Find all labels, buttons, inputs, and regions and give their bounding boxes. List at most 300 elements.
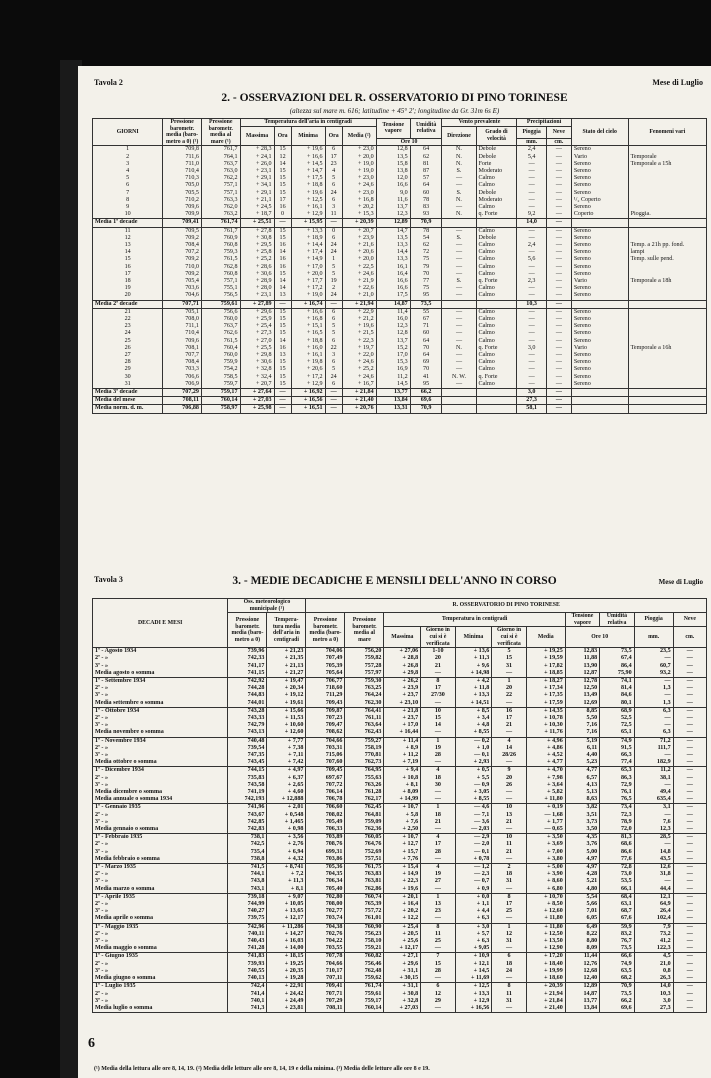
cell3-pi: 23,5 — 60,7 93,2: [634, 648, 673, 678]
col-ora1: Ora: [274, 126, 291, 146]
cell-media: + 20,7 + 23,9 + 21,6 + 20,6 + 20,0 + 22,5 + 24,6 + 21,9 + 22,6 + 21,0: [342, 227, 376, 300]
table3-label-left: Tavola 3: [94, 575, 123, 584]
col3-press-baro2: Pressione barometr. media (baro-metro a 0): [306, 613, 345, 648]
cell-days: 11 12 13 14 15 16 17 18 19 20: [93, 227, 163, 300]
cell3-labels: 1ª - Dicembre 1934 2ª - » 3ª - » Media dicembre o somma Media annuale o somma 1934: [93, 767, 228, 804]
mean-min: + 16,92: [291, 389, 325, 397]
cell3-md: + 19,25 + 19,59 + 17,82 + 18,85: [526, 648, 565, 678]
col-pioggia: Pioggia: [517, 126, 547, 138]
cell3-a: 743,28 743,33 742,79 743,13: [228, 707, 267, 737]
mean-min: + 16,74: [291, 300, 325, 308]
cell3-mx: + 21,8 + 23,7 + 17,0 + 16,44: [384, 707, 421, 737]
mean-grado: [476, 405, 517, 413]
cell-pioggia: — — 2,4 — 5,6 — — 2,3 — —: [517, 227, 547, 300]
cell-min: + 13,3 + 18,9 + 14,4 + 17,4 + 14,9 + 17,0 + 20,0 + 17,7 + 17,2 + 19,0: [291, 227, 325, 300]
mean-label: Media 1ª decade: [93, 219, 163, 227]
cell3-b: + 11,286 + 14,27 + 16,03 + 14,00: [267, 923, 306, 953]
mean-pb: 709,41: [163, 219, 202, 227]
cell3-mn: + 8,5 + 3,4 + 4,8 + 8,55: [455, 707, 492, 737]
cell-ora1: 15 12 14 15 15 15 15 17 16 0: [274, 146, 291, 219]
cell3-gx: 8 11 25 —: [421, 923, 455, 953]
cell-dir: N. N. N. S. — — S. N. — N.: [442, 146, 476, 219]
mean-stato: [571, 389, 628, 397]
col3-press-mare: Pressione barometr. media al mare: [345, 613, 384, 648]
col-stato: Stato del cielo: [571, 119, 628, 146]
cell-stato: Sereno Sereno Sereno Sereno Sereno Sereno Sereno Vario Sereno Sereno: [571, 227, 628, 300]
col-tensione: Tensione vapore: [376, 119, 410, 139]
cell3-ne: — — — —: [673, 737, 706, 767]
col3-umidita: Umidità relativa: [600, 613, 634, 627]
cell3-b: + 22,91 + 24,42 + 24,49 + 23,81: [267, 983, 306, 1013]
mean-umid: 70,9: [410, 405, 442, 413]
cell3-um: 65,3 86,3 72,9 76,1 76,5: [600, 767, 634, 804]
cell3-gx: 4 17 28 —: [421, 834, 455, 864]
cell3-ne: — — — — —: [673, 767, 706, 804]
cell-stato: Sereno Sereno Sereno Sereno Sereno Vario Sereno Sereno Sereno Sereno Sereno: [571, 308, 628, 388]
cell3-te: 4,97 4,28 5,21 4,80: [565, 864, 599, 894]
cell3-mx: + 20,1 + 16,4 + 20,2 + 12,2: [384, 893, 421, 923]
mean-ora2: —: [325, 389, 342, 397]
col-fenomeni: Fenomeni vari: [628, 119, 706, 146]
mean-pb: 708,11: [163, 397, 202, 405]
mean-ora2: —: [325, 219, 342, 227]
decade-mean-row: [93, 389, 707, 397]
mean-fen: [628, 300, 706, 308]
cell3-mx: + 27,06 + 28,8 + 26,8 + 29,8: [384, 648, 421, 678]
cell3-md: + 14,35 + 10,78 + 10,30 + 11,76: [526, 707, 565, 737]
decade-block-row: [93, 146, 707, 219]
cell-pm: 756,6 760,0 763,7 762,6 761,5 760,4 760,0 759,9 754,2 758,5 759,7: [201, 308, 240, 388]
month-group-row: [93, 953, 707, 983]
mean-fen: [628, 389, 706, 397]
cell3-pi: 4,5 21,0 0,8 26,3: [634, 953, 673, 983]
mean-pioggia: 3,0: [517, 389, 547, 397]
cell-min: + 16,6 + 16,8 + 15,1 + 16,5 + 18,8 + 16,0 + 16,1 + 19,8 + 20,6 + 17,2 + 12,9: [291, 308, 325, 388]
cell-grado: Debole Debole Forte Moderato Calmo Calmo Debole Moderato Calmo q. Forte: [476, 146, 517, 219]
cell3-ne: — — — —: [673, 864, 706, 894]
cell3-mn: + 13,6 + 11,3 + 9,6 + 14,98: [455, 648, 492, 678]
month-group-row: [93, 737, 707, 767]
cell3-gx: 10 15 14 —: [421, 707, 455, 737]
cell3-mn: + 0,0 + 1,1 + 4,4 + 6,3: [455, 893, 492, 923]
col-massima: Massima: [240, 126, 274, 146]
cell3-labels: 1ª - Ottobre 1934 2ª - » 3ª - » Media novembre o somma: [93, 707, 228, 737]
mean-ora1: —: [274, 389, 291, 397]
decade-block-row: [93, 227, 707, 300]
mean-stato: [571, 397, 628, 405]
cell3-gn: 4 14 28/26 —: [492, 737, 526, 767]
scanned-page: [78, 66, 711, 1078]
cell3-a: 744,15 735,83 743,58 741,19 742,193: [228, 767, 267, 804]
cell3-gn: 1 20 22 —: [492, 677, 526, 707]
cell3-md: + 17,20 + 18,40 + 19,99 + 18,60: [526, 953, 565, 983]
cell3-um: 66,6 74,9 63,5 68,2: [600, 953, 634, 983]
mean-stato: [571, 405, 628, 413]
mean-label: Media 3ª decade: [93, 389, 163, 397]
cell3-ne: — — — —: [673, 648, 706, 678]
cell3-pi: 12,6 31,8 — 44,4: [634, 864, 673, 894]
mean-stato: [571, 300, 628, 308]
mean-stato: [571, 219, 628, 227]
mean-dir: [442, 300, 476, 308]
col3-ore10: Ore 10: [565, 627, 634, 648]
mean-grado: [476, 389, 517, 397]
cell3-um: 73,5 67,4 86,4 75,90: [600, 648, 634, 678]
cell3-gn: 10 11 21 —: [492, 834, 526, 864]
mean-min: + 15,95: [291, 219, 325, 227]
mean-tens: 12,89: [376, 219, 410, 227]
mean-pm: 760,14: [201, 397, 240, 405]
cell-umid: 55 67 71 60 64 70 64 69 70 41 95: [410, 308, 442, 388]
cell-dir: — — — — — N. — — — N. W. —: [442, 308, 476, 388]
cell-ora1: 15 15 16 14 16 16 15 14 14 13: [274, 227, 291, 300]
col-press-mare: Pressione barometr. media al mare (¹): [201, 119, 240, 146]
cell3-c: 702,80 708,00 702,77 703,74: [306, 893, 345, 923]
cell3-mx: + 26,2 + 23,9 + 23,7 + 23,10: [384, 677, 421, 707]
mean-grado: [476, 300, 517, 308]
mean-max: + 27,64: [240, 389, 274, 397]
cell3-md: + 0,19 — 1,68 + 1,77 — 0,65: [526, 804, 565, 834]
cell3-um: 73,4 72,3 78,9 72,0: [600, 804, 634, 834]
mean-label: Media 2ª decade: [93, 300, 163, 308]
mean-tens: 13,84: [376, 397, 410, 405]
cell3-md: + 10,70 + 8,50 + 12,60 + 11,80: [526, 893, 565, 923]
cell3-mx: + 10,7 + 12,7 + 15,7 + 7,76: [384, 834, 421, 864]
cell3-c: 709,87 707,23 709,47 708,62: [306, 707, 345, 737]
month-group-row: [93, 707, 707, 737]
mean-umid: 73,5: [410, 300, 442, 308]
mean-media: + 20,39: [342, 219, 376, 227]
cell-grado: Calmo Calmo Calmo Calmo Calmo q. Forte Calmo Calmo Calmo q. Forte Calmo: [476, 308, 517, 388]
month-group-row: [93, 677, 707, 707]
cell-grado: Calmo Debole Calmo Calmo Calmo Calmo Calmo q. Forte Calmo Calmo: [476, 227, 517, 300]
cell3-d: 764,41 761,11 763,64 762,43: [345, 707, 384, 737]
cell-pb: 709,8 711,6 711,0 710,4 710,3 705,0 705,5 710,2 709,6 709,9: [163, 146, 202, 219]
cell3-d: 759,30 763,25 764,24 762,30: [345, 677, 384, 707]
cell3-te: 4,35 3,76 5,00 4,97: [565, 834, 599, 864]
mean-fen: [628, 405, 706, 413]
mean-pb: 707,71: [163, 300, 202, 308]
table-label-left: Tavola 2: [94, 78, 123, 87]
mean-pb: 707,29: [163, 389, 202, 397]
cell3-labels: 1ª - Marzo 1935 2ª - » 3ª - » Media marzo o somma: [93, 864, 228, 894]
cell3-d: 760,82 756,46 762,48 759,62: [345, 953, 384, 983]
col-temp-group: Temperatura dell'aria in centigradi: [240, 119, 376, 127]
cell3-pi: 12,1 64,9 26,4 102,4: [634, 893, 673, 923]
mean-media: + 21,84: [342, 389, 376, 397]
mean-ora1: —: [274, 397, 291, 405]
cell3-d: 760,90 756,23 758,10 759,21: [345, 923, 384, 953]
cell3-a: 740,48 739,54 747,35 743,45: [228, 737, 267, 767]
mean-neve: —: [546, 405, 571, 413]
col3-giorno-min: Giorno in cui si è verificata: [492, 627, 526, 648]
cell3-a: 741,5 744,1 743,8 743,1: [228, 864, 267, 894]
cell3-b: + 19,47 + 20,34 + 19,12 + 19,61: [267, 677, 306, 707]
month-group-row: [93, 983, 707, 1013]
cell-neve: — — — — — — — — — —: [546, 146, 571, 219]
decadal-means-table: [92, 598, 707, 1013]
footnote: (¹) Media della lettura alle ore 8, 14, 19. (²) Media delle letture alle ore 8, 14, 19 e della minima. (³) Media delle letture alle ore 8 e 19.: [94, 1066, 430, 1072]
col-decadi: DECADI E MESI: [93, 599, 228, 648]
mean-label: Media norm. d. m.: [93, 405, 163, 413]
cell3-gn: 8 17 25 —: [492, 893, 526, 923]
col3-media: Media: [526, 627, 565, 648]
cell3-gn: 10 13 21 —: [492, 804, 526, 834]
col3-giorno-max: Giorno in cui si è verificata: [421, 627, 455, 648]
cell3-b: + 21,23 + 21,35 + 21,13 + 21,27: [267, 648, 306, 678]
cell3-te: 5,54 5,66 7,01 6,05: [565, 893, 599, 923]
unit-mm: mm.: [517, 138, 547, 146]
mean-dir: [442, 397, 476, 405]
cell3-a: 741,83 739,93 740,55 740,13: [228, 953, 267, 983]
col3-massima: Massima: [384, 627, 421, 648]
col-ore10: Ore 10: [376, 138, 442, 146]
cell-fen: Temporale a 16h: [628, 308, 706, 388]
mean-min: + 16,51: [291, 405, 325, 413]
cell3-gn: 6 18 24 —: [492, 953, 526, 983]
cell-pm: 761,7 764,1 763,7 763,0 762,2 757,1 757,1 763,3 762,0 763,2: [201, 146, 240, 219]
cell3-gx: 6 12 29 —: [421, 983, 455, 1013]
cell3-labels: 1ª - Gennaio 1935 2ª - » 3ª - » Media gennaio o somma: [93, 804, 228, 834]
cell3-labels: 1ª - Maggio 1935 2ª - » 3ª - » Media maggio o somma: [93, 923, 228, 953]
cell3-te: 11,44 12,76 12,68 12,40: [565, 953, 599, 983]
cell3-um: 72,8 73,0 53,5 66,1: [600, 864, 634, 894]
cell3-mn: — 1,2 — 2,3 — 0,7 + 0,9: [455, 864, 492, 894]
mean-media: + 21,40: [342, 397, 376, 405]
cell3-b: + 3,56 + 2,76 + 6,94 + 4,32: [267, 834, 306, 864]
cell3-b: + 4,97 + 6,37 + 2,65 + 4,60 + 12,888: [267, 767, 306, 804]
cell3-te: 5,19 6,11 4,40 5,23: [565, 737, 599, 767]
col-grado: Grado di velocità: [476, 126, 517, 146]
cell3-mn: + 10,9 + 12,1 + 14,5 + 11,69: [455, 953, 492, 983]
cell3-labels: 1ª - Giugno 1935 2ª - » 3ª - » Media giugno o somma: [93, 953, 228, 983]
mean-neve: —: [546, 219, 571, 227]
cell3-md: + 20,39 + 21,94 + 21,84 + 21,40: [526, 983, 565, 1013]
cell-days: 21 22 23 24 25 26 27 28 29 30 31: [93, 308, 163, 388]
mean-umid: 66,2: [410, 389, 442, 397]
mean-pm: 761,74: [201, 219, 240, 227]
cell-ora1: 15 15 15 15 14 16 13 15 15 15 15: [274, 308, 291, 388]
cell3-pi: 7,9 73,2 41,2 122,3: [634, 923, 673, 953]
cell-pm: 761,7 760,9 760,8 759,3 761,5 762,8 760,8 757,1 755,1 756,5: [201, 227, 240, 300]
cell3-um: 68,4 63,1 68,7 67,6: [600, 893, 634, 923]
month-group-row: [93, 834, 707, 864]
cell3-a: 739,96 742,33 741,17 741,15: [228, 648, 267, 678]
mean-dir: [442, 219, 476, 227]
mean-max: + 25,98: [240, 405, 274, 413]
cell-fen: Temp. a 21h pp. fond. lampi Temp. sulle pend. Temporale a 18h: [628, 227, 706, 300]
mean-media: + 21,94: [342, 300, 376, 308]
mean-umid: 70,9: [410, 219, 442, 227]
cell3-pi: 6,3 — — 6,3: [634, 707, 673, 737]
cell3-md: + 5,00 + 3,90 + 8,60 + 6,80: [526, 864, 565, 894]
mean-media: + 20,76: [342, 405, 376, 413]
cell3-gx: 1 18 21 —: [421, 804, 455, 834]
cell3-ne: — — — —: [673, 953, 706, 983]
cell3-c: 705,36 704,35 706,34 705,40: [306, 864, 345, 894]
mean-pm: 759,17: [201, 389, 240, 397]
cell3-ne: — — — —: [673, 923, 706, 953]
cell-pioggia: 2,4 5,4 — — — — — — — 9,2: [517, 146, 547, 219]
table2-subtitle: (altezza sul mare m. 616; latitudine + 45° 2'; longitudine da Gr. 31m 6s E): [289, 107, 500, 115]
cell3-pi: 3,1 — 7,6 12,3: [634, 804, 673, 834]
mean-grado: [476, 397, 517, 405]
cell-tens: 11,4 16,0 12,3 12,8 13,7 15,2 17,0 15,3 16,9 11,2 14,5: [376, 308, 410, 388]
cell3-md: + 3,50 + 3,69 + 7,00 + 3,80: [526, 834, 565, 864]
cell3-labels: 1ª - Agosto 1934 2ª - » 3ª - » Media agosto o somma: [93, 648, 228, 678]
cell3-pi: 71,2 111,7 — 182,9: [634, 737, 673, 767]
cell3-a: 738,1 742,5 735,4 738,8: [228, 834, 267, 864]
cell3-labels: 1ª - Novembre 1934 2ª - » 3ª - » Media ottobre o somma: [93, 737, 228, 767]
cell3-c: 706,77 718,60 711,29 709,43: [306, 677, 345, 707]
cell3-mx: + 31,1 + 30,8 + 32,8 + 27,03: [384, 983, 421, 1013]
cell3-c: 707,78 704,66 710,17 707,11: [306, 953, 345, 983]
month-group-row: [93, 893, 707, 923]
cell3-d: 760,05 764,76 752,69 757,51: [345, 834, 384, 864]
cell3-te: 6,49 8,22 8,80 8,09: [565, 923, 599, 953]
cell3-a: 739,18 744,99 740,27 739,75: [228, 893, 267, 923]
col-oss-municipale: Oss. meteorologico municipale (¹): [228, 599, 306, 613]
cell3-te: 12,89 14,87 13,77 13,84: [565, 983, 599, 1013]
cell3-d: 764,95 755,63 763,26 761,28 762,17: [345, 767, 384, 804]
col-r-osservatorio: R. OSSERVATORIO DI PINO TORINESE: [306, 599, 707, 613]
mean-neve: —: [546, 300, 571, 308]
monthly-mean-row: [93, 397, 707, 405]
cell-tens: 12,8 13,5 15,8 13,8 12,0 16,6 9,0 11,6 13,7 12,3: [376, 146, 410, 219]
cell3-gx: 7 15 28 —: [421, 953, 455, 983]
cell3-mn: + 3,0 + 5,7 + 6,3 + 9,05: [455, 923, 492, 953]
cell-max: + 28,3 + 24,1 + 26,0 + 23,1 + 29,1 + 34,1 + 29,1 + 21,1 + 24,5 + 18,7: [240, 146, 274, 219]
cell3-b: + 7,77 + 7,38 + 7,11 + 7,42: [267, 737, 306, 767]
cell3-c: 706,60 708,02 705,49 706,33: [306, 804, 345, 834]
table3-title: 3. - MEDIE DECADICHE E MENSILI DELL'ANNO IN CORSO: [232, 575, 557, 587]
cell3-ne: — — — —: [673, 677, 706, 707]
cell-max: + 29,6 + 25,9 + 25,4 + 27,3 + 27,0 + 25,5 + 29,8 + 30,6 + 32,8 + 32,4 + 20,7: [240, 308, 274, 388]
mean-min: + 16,56: [291, 397, 325, 405]
cell-ora2: 6 17 23 4 5 6 24 6 3 11: [325, 146, 342, 219]
cell-neve: — — — — — — — — — —: [546, 227, 571, 300]
col-press-baro: Pressione barometr. media (baro-metro a 0) (¹): [163, 119, 202, 146]
col3-tensione: Tensione vapore: [565, 613, 599, 627]
col3-temp-aria: Tempera-tura media dell'aria in centigradi: [267, 613, 306, 648]
cell3-te: 12,78 12,50 13,49 12,69: [565, 677, 599, 707]
cell3-c: 704,38 702,76 704,22 703,55: [306, 923, 345, 953]
cell3-md: + 11,80 + 12,50 + 13,50 + 12,90: [526, 923, 565, 953]
col-direzione: Direzione: [442, 126, 476, 146]
cell3-te: 3,82 3,51 3,73 3,50: [565, 804, 599, 834]
cell3-c: 704,06 707,49 705,39 705,64: [306, 648, 345, 678]
cell3-gx: 1-10 20 21 —: [421, 648, 455, 678]
cell3-um: 81,3 68,6 86,6 77,6: [600, 834, 634, 864]
cell3-md: + 4,96 + 4,86 + 4,52 + 4,77: [526, 737, 565, 767]
month-group-row: [93, 648, 707, 678]
table3-label-right: Mese di Luglio: [658, 578, 703, 586]
mean-umid: 69,6: [410, 397, 442, 405]
page-number: 6: [88, 1036, 95, 1051]
cell3-d: 756,20 759,82 757,28 757,97: [345, 648, 384, 678]
cell3-um: 70,9 73,5 66,2 69,6: [600, 983, 634, 1013]
cell3-d: 759,27 758,19 770,81 762,73: [345, 737, 384, 767]
cell3-b: + 8,741 + 7,2 + 11,3 + 8,1: [267, 864, 306, 894]
cell3-um: 74,1 81,4 84,6 80,1: [600, 677, 634, 707]
mean-neve: —: [546, 397, 571, 405]
cell-max: + 27,8 + 30,8 + 29,5 + 25,8 + 25,2 + 28,6 + 30,6 + 28,9 + 28,0 + 23,1: [240, 227, 274, 300]
col-giorni: GIORNI: [93, 119, 163, 146]
monthly-mean-row: [93, 405, 707, 413]
month-group-row: [93, 804, 707, 834]
mean-fen: [628, 219, 706, 227]
cell3-mn: + 12,5 + 13,3 + 12,9 + 16,56: [455, 983, 492, 1013]
mean-pioggia: 27,3: [517, 397, 547, 405]
cell-pb: 709,5 709,2 708,4 707,2 709,2 710,0 709,2 705,4 703,6 704,6: [163, 227, 202, 300]
cell3-mn: — 0,2 + 1,0 — 0,1 + 2,93: [455, 737, 492, 767]
mean-pm: 758,97: [201, 405, 240, 413]
cell3-mx: + 9,4 + 10,8 + 8,1 + 8,09 + 14,99: [384, 767, 421, 804]
cell3-mx: + 10,7 + 5,8 + 7,6 + 2,50: [384, 804, 421, 834]
cell3-d: 761,74 759,61 759,17 760,14: [345, 983, 384, 1013]
unit3-cm: cm.: [673, 627, 706, 648]
cell3-gx: 1 19 28 —: [421, 737, 455, 767]
mean-ora1: —: [274, 300, 291, 308]
mean-pioggia: 10,3: [517, 300, 547, 308]
mean-dir: [442, 389, 476, 397]
col3-minima: Minima: [455, 627, 492, 648]
cell3-ne: — — — —: [673, 804, 706, 834]
cell-umid: 64 62 81 87 57 64 60 78 83 93: [410, 146, 442, 219]
cell3-pi: 28,5 — 14,8 43,5: [634, 834, 673, 864]
unit3-mm: mm.: [634, 627, 673, 648]
cell-days: 1 2 3 4 5 6 7 8 9 10: [93, 146, 163, 219]
cell3-gn: 5 15 31 —: [492, 648, 526, 678]
cell3-c: 703,89 708,76 699,31 703,86: [306, 834, 345, 864]
cell3-md: + 4,70 + 7,98 + 3,64 + 5,82 + 11,80: [526, 767, 565, 804]
col-umidita: Umidità relativa: [410, 119, 442, 139]
mean-ora2: —: [325, 300, 342, 308]
col-ora2: Ora: [325, 126, 342, 146]
mean-tens: 13,77: [376, 389, 410, 397]
cell3-um: 59,9 83,2 76,7 73,5: [600, 923, 634, 953]
cell3-te: 8,85 5,50 7,16 7,16: [565, 707, 599, 737]
cell3-a: 742,4 741,4 740,1 741,3: [228, 983, 267, 1013]
cell-ora2: 6 6 5 5 6 22 3 6 5 24 6: [325, 308, 342, 388]
cell3-gn: 9 20 26 — —: [492, 767, 526, 804]
cell3-md: + 18,27 + 17,34 + 17,35 + 17,59: [526, 677, 565, 707]
cell3-mx: + 27,1 + 29,6 + 31,1 + 30,15: [384, 953, 421, 983]
cell3-mn: — 2,9 — 2,0 — 0,1 + 0,78: [455, 834, 492, 864]
cell-umid: 78 54 62 72 75 79 70 77 75 95: [410, 227, 442, 300]
cell-dir: — S. — — — — — S. — —: [442, 227, 476, 300]
cell3-c: 709,45 697,67 707,72 706,14 706,78: [306, 767, 345, 804]
cell3-gn: 2 18 31 —: [492, 864, 526, 894]
month-label-right: Mese di Luglio: [652, 78, 703, 87]
decade-mean-row: [93, 219, 707, 227]
cell3-labels: 1ª - Aprile 1935 2ª - » 3ª - » Media aprile o somma: [93, 893, 228, 923]
cell3-mn: + 0,5 + 5,5 — 0,9 + 3,05 + 8,55: [455, 767, 492, 804]
cell3-te: 4,77 6,57 4,13 5,13 8,63: [565, 767, 599, 804]
col3-neve: Neve: [673, 613, 706, 627]
cell3-b: + 9,07 + 10,05 + 13,65 + 12,17: [267, 893, 306, 923]
cell3-pi: 14,0 10,3 3,0 27,3: [634, 983, 673, 1013]
decade-block-row: [93, 308, 707, 388]
mean-max: + 25,51: [240, 219, 274, 227]
mean-ora2: —: [325, 397, 342, 405]
mean-neve: —: [546, 389, 571, 397]
cell3-ne: — — — —: [673, 983, 706, 1013]
mean-pioggia: 58,1: [517, 405, 547, 413]
observations-table: [92, 118, 707, 414]
cell3-b: + 15,66 + 11,53 + 10,60 + 12,60: [267, 707, 306, 737]
cell3-gn: 1 12 31 —: [492, 923, 526, 953]
